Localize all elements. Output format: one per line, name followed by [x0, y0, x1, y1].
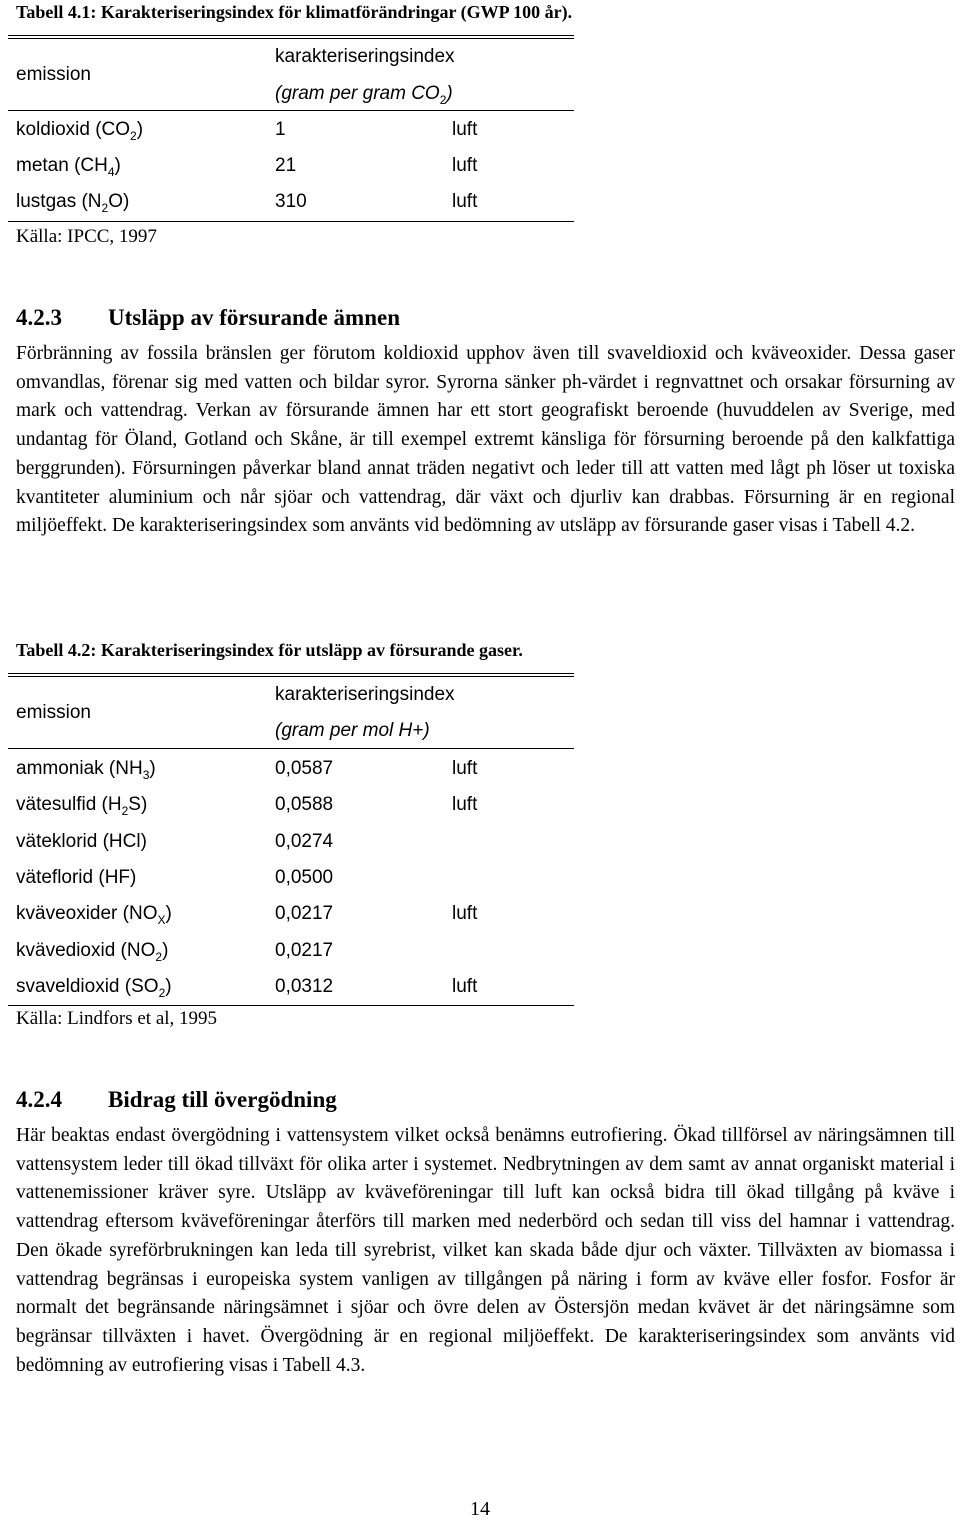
table-source: Källa: Lindfors et al, 1995: [16, 1008, 218, 1029]
table-source: Källa: IPCC, 1997: [16, 226, 157, 247]
table-row-emission: väteklorid (HCl): [16, 830, 147, 852]
table-row-medium: luft: [452, 903, 478, 925]
column-header-unit: (gram per gram $CO_2$): [275, 83, 453, 107]
page-number: 14: [470, 1498, 490, 1520]
table-row-emission: lustgas $(N_2O)$: [16, 191, 130, 215]
column-header-index: karakteriseringsindex: [275, 46, 455, 67]
table-row-value: 0,0217: [275, 903, 334, 925]
column-header-unit: (gram per mol H+): [275, 720, 430, 741]
table-row-value: 0,0587: [275, 758, 334, 779]
table-row-emission: kvävedioxid $(NO_2)$: [16, 939, 169, 964]
table-row-emission: svaveldioxid $(SO_2)$: [16, 975, 172, 1000]
table-header-rule: [8, 748, 574, 749]
table-row-medium: luft: [452, 794, 478, 816]
table-row-emission: kväveoxider $(NO_X)$: [16, 903, 172, 927]
table-row-value: 310: [275, 191, 307, 212]
table-row-value: 0,0217: [275, 939, 334, 961]
section-body-4-2-3: Förbränning av fossila bränslen ger förutom koldioxid upphov även till svaveldioxid och kväveoxider. Dessa gaser omvandlas, förenar sig med vatten och bildar syror. Syrorna sänker ph-värdet i regnvattnet och orsakar försurning av mark och vattendrag. Verkan av försurande ämnen har ett stort geografiskt beroende (huvuddelen av Sverige, med undantag för Öland, Gotland och Skåne, är till exempel extremt känsliga för försurning beroende på den kalkfattiga berggrunden). Försurningen påverkar bland annat träden negativt och leder till att vatten med lågt ph löser ut toxiska kvantiteter aluminium och når sjöar och vattendrag, där växt och djurliv kan drabbas. Försurning är en regional miljöeffekt. De karakteriseringsindex som använts vid bedömning av utsläpp av försurande gaser visas i Tabell 4.2.: [16, 343, 955, 537]
table-row-value: 0,0588: [275, 794, 334, 816]
table-row-medium: luft: [452, 155, 478, 176]
table-row-value: 0,0500: [275, 866, 334, 888]
table-4-1-caption: Tabell 4.1: Karakteriseringsindex för klimatförändringar (GWP 100 år).: [16, 2, 573, 22]
table-bottom-rule: [8, 1005, 574, 1006]
table-4-2-caption: Tabell 4.2: Karakteriseringsindex för utsläpp av försurande gaser.: [16, 640, 523, 660]
table-row-emission: vätesulfid $(H_2S)$: [16, 794, 148, 819]
table-row-value: 0,0312: [275, 975, 334, 997]
table-row-value: 21: [275, 155, 297, 176]
column-header-emission: emission: [16, 64, 91, 85]
table-row-medium: luft: [452, 975, 478, 997]
table-row-value: 0,0274: [275, 830, 334, 852]
table-top-rule: [8, 35, 574, 39]
table-top-rule: [8, 673, 574, 677]
table-row-emission: metan $(CH_4)$: [16, 155, 121, 179]
table-row-emission: koldioxid $(CO_2)$: [16, 119, 144, 143]
section-heading-4-2-4: 4.2.4 Bidrag till övergödning: [16, 1087, 337, 1112]
table-header-rule: [8, 110, 574, 111]
table-bottom-rule: [8, 221, 574, 222]
section-body-4-2-4: Här beaktas endast övergödning i vattensystem vilket också benämns eutrofiering. Ökad tillförsel av näringsämnen till vattensystem leder till ökad tillväxt för olika arter i systemet. Nedbrytningen av dem samt av annat organiskt material i vattenemissioner kräver syre. Utsläpp av kväveföreningar till luft kan också bidra till ökad tillgång på kväve i vattendrag eftersom kväveföreningar återförs till marken med nederbörd och sedan till viss del hamnar i vattendrag. Den ökade syreförbrukningen kan leda till syrebrist, vilket kan skada både djur och växter. Tillväxten av biomassa i vattendrag begränsas i europeiska system vanligen av tillgången på näring i form av kväve eller fosfor. Fosfor är normalt det begränsande näringsämnet i sjöar och övre delen av Östersjön medan kvävet är det näringsämne som begränsar tillväxten i havet. Övergödning är en regional miljöeffekt. De karakteriseringsindex som använts vid bedömning av eutrofiering visas i Tabell 4.3.: [16, 1125, 955, 1376]
column-header-index: karakteriseringsindex: [275, 684, 455, 705]
table-row-value: 1: [275, 119, 286, 140]
column-header-emission: emission: [16, 702, 91, 723]
table-row-emission: ammoniak $(NH_3)$: [16, 758, 156, 782]
table-row-medium: luft: [452, 758, 478, 779]
table-row-medium: luft: [452, 119, 478, 140]
table-row-emission: väteflorid (HF): [16, 866, 137, 888]
section-heading-4-2-3: 4.2.3 Utsläpp av försurande ämnen: [16, 305, 401, 330]
table-row-medium: luft: [452, 191, 478, 212]
